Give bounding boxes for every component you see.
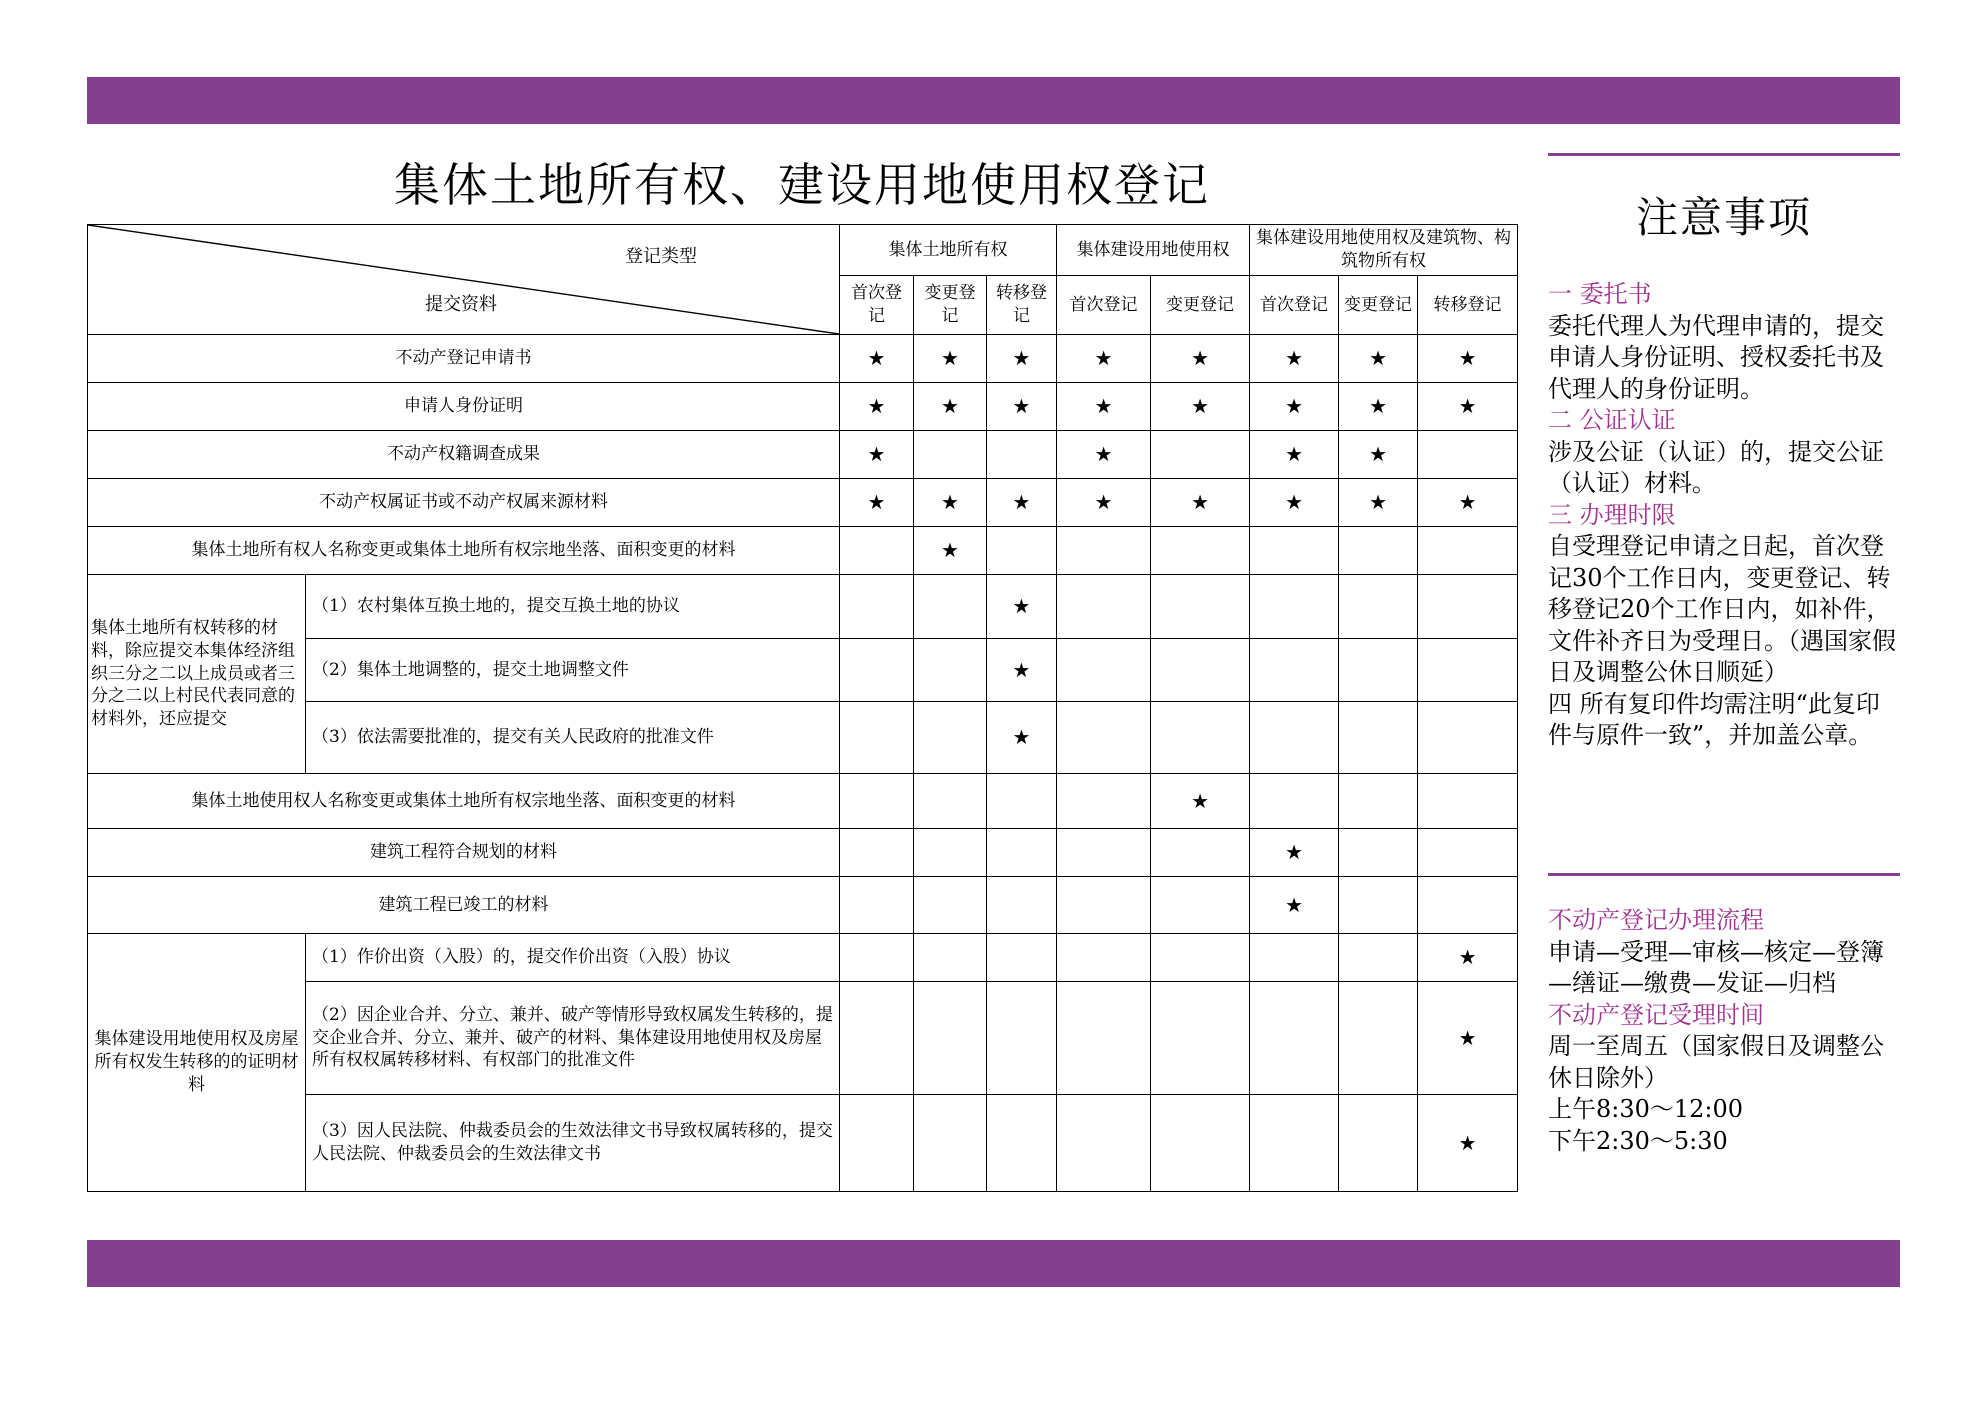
empty-cell: [987, 431, 1057, 479]
row-label: 建筑工程已竣工的材料: [88, 877, 840, 934]
empty-cell: [1057, 639, 1151, 702]
star-mark: ★: [1151, 383, 1250, 431]
empty-cell: [1057, 877, 1151, 934]
process-flow-heading: 不动产登记办理流程: [1548, 906, 1764, 934]
empty-cell: [1339, 527, 1418, 575]
empty-cell: [840, 527, 914, 575]
empty-cell: [840, 575, 914, 639]
sub-header-first: 首次登记: [1250, 276, 1339, 335]
process-section: [1548, 905, 1900, 1157]
star-mark: ★: [840, 479, 914, 527]
bottom-decorative-band: [87, 1240, 1900, 1287]
notice-top-rule: [1548, 153, 1900, 156]
empty-cell: [840, 982, 914, 1095]
empty-cell: [1057, 934, 1151, 982]
star-mark: ★: [987, 575, 1057, 639]
sub-header-change: 变更登记: [914, 276, 987, 335]
notice-text-copies: 四 所有复印件均需注明“此复印件与原件一致”，并加盖公章。: [1548, 689, 1880, 749]
empty-cell: [1418, 829, 1518, 877]
row-label: 不动产权属证书或不动产权属来源材料: [88, 479, 840, 527]
empty-cell: [914, 639, 987, 702]
row-label: （1）作价出资（入股）的，提交作价出资（入股）协议: [306, 934, 840, 982]
empty-cell: [840, 829, 914, 877]
empty-cell: [1250, 527, 1339, 575]
star-mark: ★: [987, 702, 1057, 774]
empty-cell: [1057, 1095, 1151, 1192]
top-decorative-band: [87, 77, 1900, 124]
empty-cell: [1418, 527, 1518, 575]
empty-cell: [914, 702, 987, 774]
empty-cell: [1057, 829, 1151, 877]
star-mark: ★: [1057, 335, 1151, 383]
empty-cell: [840, 774, 914, 829]
empty-cell: [1057, 575, 1151, 639]
empty-cell: [1339, 877, 1418, 934]
star-mark: ★: [840, 335, 914, 383]
empty-cell: [1339, 575, 1418, 639]
star-mark: ★: [1339, 431, 1418, 479]
star-mark: ★: [1057, 479, 1151, 527]
empty-cell: [1151, 639, 1250, 702]
empty-cell: [914, 877, 987, 934]
table-corner-header: [88, 225, 840, 335]
empty-cell: [987, 829, 1057, 877]
star-mark: ★: [1250, 383, 1339, 431]
empty-cell: [987, 1095, 1057, 1192]
empty-cell: [1418, 702, 1518, 774]
row-label: （3）依法需要批准的，提交有关人民政府的批准文件: [306, 702, 840, 774]
star-mark: ★: [914, 335, 987, 383]
table-row: [88, 335, 1518, 383]
office-hours-afternoon: 下午2:30～5:30: [1548, 1126, 1728, 1155]
empty-cell: [914, 575, 987, 639]
notice-heading-time-limit: 三 办理时限: [1548, 500, 1676, 529]
empty-cell: [1151, 702, 1250, 774]
empty-cell: [1057, 982, 1151, 1095]
table-row: [88, 383, 1518, 431]
empty-cell: [987, 934, 1057, 982]
star-mark: ★: [1250, 335, 1339, 383]
empty-cell: [1250, 702, 1339, 774]
empty-cell: [914, 1095, 987, 1192]
empty-cell: [1418, 774, 1518, 829]
empty-cell: [1418, 431, 1518, 479]
star-mark: ★: [987, 479, 1057, 527]
row-label: 申请人身份证明: [88, 383, 840, 431]
star-mark: ★: [1057, 383, 1151, 431]
empty-cell: [914, 774, 987, 829]
empty-cell: [987, 527, 1057, 575]
table-row: [88, 934, 1518, 982]
star-mark: ★: [1418, 982, 1518, 1095]
empty-cell: [1151, 1095, 1250, 1192]
empty-cell: [840, 1095, 914, 1192]
row-label: 不动产登记申请书: [88, 335, 840, 383]
empty-cell: [1418, 639, 1518, 702]
group-header-collective-land-ownership: 集体土地所有权: [840, 225, 1057, 276]
empty-cell: [914, 829, 987, 877]
table-row: [88, 829, 1518, 877]
notice-text-time-limit: 自受理登记申请之日起，首次登记30个工作日内，变更登记、转移登记20个工作日内，如补件，文件补齐日为受理日。（遇国家假日及调整公休日顺延）: [1548, 532, 1896, 686]
row-label: （1）农村集体互换土地的，提交互换土地的协议: [306, 575, 840, 639]
office-hours-text: 周一至周五（国家假日及调整公休日除外）: [1548, 1032, 1884, 1092]
empty-cell: [1339, 934, 1418, 982]
empty-cell: [1151, 527, 1250, 575]
empty-cell: [1339, 639, 1418, 702]
empty-cell: [1339, 1095, 1418, 1192]
empty-cell: [1151, 877, 1250, 934]
empty-cell: [840, 702, 914, 774]
empty-cell: [1151, 934, 1250, 982]
table-row: [88, 877, 1518, 934]
table-row: [88, 575, 1518, 639]
star-mark: ★: [1151, 335, 1250, 383]
group-header-collective-construction-land: 集体建设用地使用权: [1057, 225, 1250, 276]
empty-cell: [1057, 702, 1151, 774]
empty-cell: [987, 877, 1057, 934]
star-mark: ★: [1250, 431, 1339, 479]
row-label: 集体土地所有权人名称变更或集体土地所有权宗地坐落、面积变更的材料: [88, 527, 840, 575]
empty-cell: [914, 934, 987, 982]
office-hours-heading: 不动产登记受理时间: [1548, 1000, 1764, 1029]
group-label-construction-land-transfer: 集体建设用地使用权及房屋所有权发生转移的的证明材料: [88, 934, 306, 1192]
notice-section: [1548, 279, 1900, 752]
star-mark: ★: [987, 639, 1057, 702]
table-row: [88, 479, 1518, 527]
group-header-construction-land-and-buildings: 集体建设用地使用权及建筑物、构筑物所有权: [1250, 225, 1518, 276]
empty-cell: [1250, 982, 1339, 1095]
empty-cell: [1250, 774, 1339, 829]
empty-cell: [1250, 1095, 1339, 1192]
sub-header-change: 变更登记: [1339, 276, 1418, 335]
process-flow-text: 申请—受理—审核—核定—登簿—缮证—缴费—发证—归档: [1548, 937, 1884, 997]
sub-header-transfer: 转移登记: [987, 276, 1057, 335]
sub-header-first: 首次登记: [840, 276, 914, 335]
star-mark: ★: [1151, 774, 1250, 829]
empty-cell: [1339, 774, 1418, 829]
empty-cell: [1339, 702, 1418, 774]
sub-header-transfer: 转移登记: [1418, 276, 1518, 335]
empty-cell: [914, 431, 987, 479]
empty-cell: [1151, 829, 1250, 877]
empty-cell: [840, 934, 914, 982]
process-top-rule: [1548, 873, 1900, 876]
row-label: 不动产权籍调查成果: [88, 431, 840, 479]
empty-cell: [1151, 982, 1250, 1095]
star-mark: ★: [1250, 877, 1339, 934]
registration-materials-table: [87, 224, 1518, 1192]
row-label: （3）因人民法院、仲裁委员会的生效法律文书导致权属转移的，提交人民法院、仲裁委员会的生效法律文书: [306, 1095, 840, 1192]
empty-cell: [1339, 982, 1418, 1095]
row-label: 建筑工程符合规划的材料: [88, 829, 840, 877]
table-row: [88, 431, 1518, 479]
office-hours-morning: 上午8:30～12:00: [1548, 1095, 1744, 1123]
empty-cell: [1250, 575, 1339, 639]
empty-cell: [1250, 639, 1339, 702]
star-mark: ★: [914, 479, 987, 527]
notice-text-notarization: 涉及公证（认证）的，提交公证（认证）材料。: [1548, 437, 1884, 497]
empty-cell: [1418, 877, 1518, 934]
row-label: （2）集体土地调整的，提交土地调整文件: [306, 639, 840, 702]
sub-header-change: 变更登记: [1151, 276, 1250, 335]
star-mark: ★: [1339, 383, 1418, 431]
empty-cell: [1151, 575, 1250, 639]
star-mark: ★: [1151, 479, 1250, 527]
star-mark: ★: [987, 335, 1057, 383]
page-title: 集体土地所有权、建设用地使用权登记: [394, 158, 1210, 212]
notice-text-power-of-attorney: 委托代理人为代理申请的，提交申请人身份证明、授权委托书及代理人的身份证明。: [1548, 311, 1884, 403]
star-mark: ★: [1418, 383, 1518, 431]
empty-cell: [1057, 774, 1151, 829]
star-mark: ★: [1418, 1095, 1518, 1192]
empty-cell: [1250, 934, 1339, 982]
empty-cell: [987, 774, 1057, 829]
star-mark: ★: [1418, 934, 1518, 982]
materials-label: 提交资料: [425, 294, 497, 315]
group-label-land-ownership-transfer: 集体土地所有权转移的材料，除应提交本集体经济组织三分之二以上成员或者三分之二以上村民代表同意的材料外，还应提交: [88, 575, 306, 774]
star-mark: ★: [914, 527, 987, 575]
empty-cell: [840, 639, 914, 702]
notice-heading-notarization: 二 公证认证: [1548, 406, 1676, 434]
empty-cell: [1151, 431, 1250, 479]
corner-diagonal-line: [88, 225, 839, 334]
empty-cell: [1418, 575, 1518, 639]
empty-cell: [987, 982, 1057, 1095]
star-mark: ★: [1418, 335, 1518, 383]
star-mark: ★: [1418, 479, 1518, 527]
row-label: 集体土地使用权人名称变更或集体土地所有权宗地坐落、面积变更的材料: [88, 774, 840, 829]
notice-title: 注意事项: [1635, 193, 1812, 242]
star-mark: ★: [840, 431, 914, 479]
star-mark: ★: [1339, 335, 1418, 383]
empty-cell: [914, 982, 987, 1095]
notice-heading-power-of-attorney: 一 委托书: [1548, 280, 1652, 308]
table-row: [88, 774, 1518, 829]
star-mark: ★: [1250, 479, 1339, 527]
star-mark: ★: [840, 383, 914, 431]
row-label: （2）因企业合并、分立、兼并、破产等情形导致权属发生转移的，提交企业合并、分立、兼并、破产的材料、集体建设用地使用权及房屋所有权权属转移材料、有权部门的批准文件: [306, 982, 840, 1095]
star-mark: ★: [987, 383, 1057, 431]
star-mark: ★: [1057, 431, 1151, 479]
sub-header-first: 首次登记: [1057, 276, 1151, 335]
empty-cell: [1339, 829, 1418, 877]
star-mark: ★: [914, 383, 987, 431]
star-mark: ★: [1339, 479, 1418, 527]
empty-cell: [1057, 527, 1151, 575]
empty-cell: [840, 877, 914, 934]
table-row: [88, 527, 1518, 575]
registration-type-label: 登记类型: [625, 246, 697, 267]
star-mark: ★: [1250, 829, 1339, 877]
